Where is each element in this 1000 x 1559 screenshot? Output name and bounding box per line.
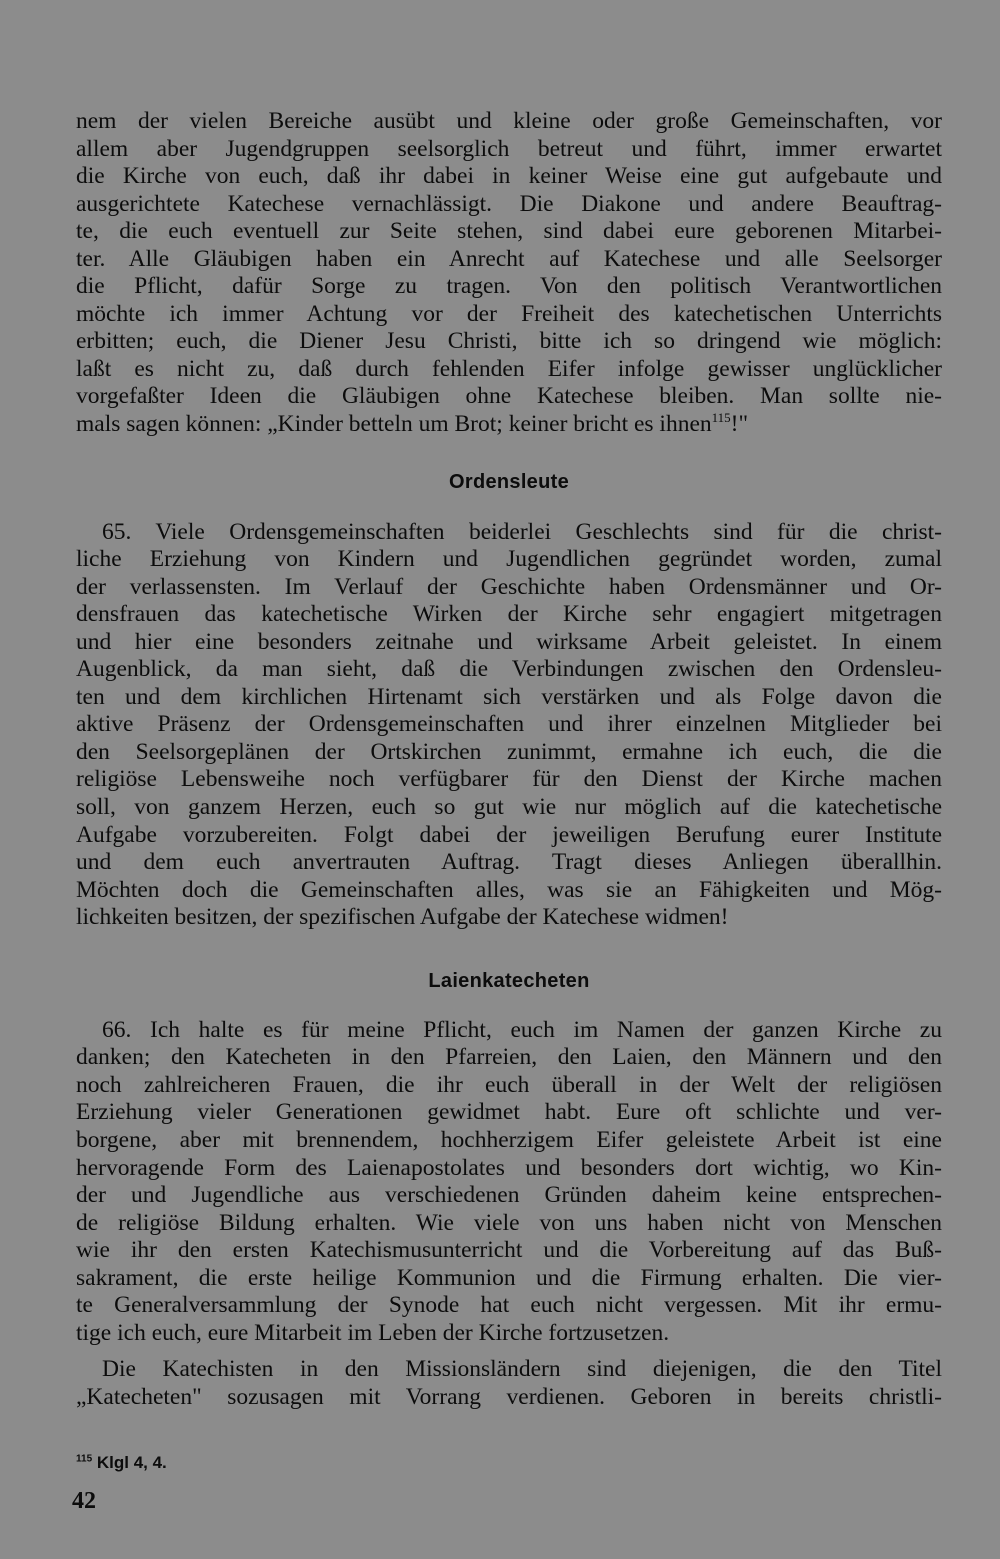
footnote-number: 115	[76, 1453, 93, 1465]
text-line: hervoragende Form des Laienapostolates und besonders dort wichtig, wo Kin-	[76, 1154, 942, 1181]
text-line: ter. Alle Gläubigen haben ein Anrecht auf Katechese und alle Seelsorger	[76, 245, 942, 272]
paragraph	[76, 1356, 942, 1411]
text-line: möchte ich immer Achtung vor der Freiheit des katechetischen Unterrichts	[76, 300, 942, 327]
text-line: 66. Ich halte es für meine Pflicht, euch im Namen der ganzen Kirche zu	[102, 1016, 942, 1043]
text-line: der und Jugendliche aus verschiedenen Gründen daheim keine entsprechen-	[76, 1182, 942, 1209]
text-line: Erziehung vieler Generationen gewidmet habt. Eure oft schlichte und ver-	[76, 1099, 942, 1126]
text-line: vorgefaßter Ideen die Gläubigen ohne Katechese bleiben. Man sollte nie-	[76, 383, 942, 410]
paragraph-gap	[76, 1347, 942, 1356]
text-line: densfrauen das katechetische Wirken der Kirche sehr engagiert mitgetragen	[76, 601, 942, 628]
text-line: 65. Viele Ordensgemeinschaften beiderlei Geschlechts sind für die christ-	[102, 518, 942, 545]
text-line-end: !"	[730, 411, 749, 438]
paragraph	[76, 1017, 942, 1348]
paragraph	[76, 519, 942, 932]
text-line: danken; den Katecheten in den Pfarreien, den Laien, den Männern und den	[76, 1044, 942, 1071]
footnote-text: Klgl 4, 4.	[96, 1453, 167, 1472]
text-line: te, die euch eventuell zur Seite stehen, sind dabei eure geborenen Mitarbei-	[76, 218, 942, 245]
section-heading-laienkatecheten: Laienkatecheten	[428, 969, 590, 992]
text-line: lichkeiten besitzen, der spezifischen Aufgabe der Katechese widmen!	[76, 904, 729, 931]
text-line: allem aber Jugendgruppen seelsorglich betreut und führt, immer erwartet	[76, 135, 942, 162]
text-line	[76, 411, 942, 439]
text-line: te Generalversammlung der Synode hat euch nicht vergessen. Mit ihr ermu-	[76, 1292, 942, 1319]
paragraph	[76, 108, 942, 439]
text-line: „Katecheten" sozusagen mit Vorrang verdienen. Geboren in bereits christli-	[76, 1383, 942, 1410]
text-line: die Kirche von euch, daß ihr dabei in keiner Weise eine gut aufgebaute und	[76, 163, 942, 190]
text-line: Die Katechisten in den Missionsländern sind diejenigen, die den Titel	[102, 1356, 942, 1383]
text-line: de religiöse Bildung erhalten. Wie viele von uns haben nicht von Menschen	[76, 1209, 942, 1236]
text-line: und hier eine besonders zeitnahe und wirksame Arbeit geleistet. In einem	[76, 628, 942, 655]
text-line: Möchten doch die Gemeinschaften alles, was sie an Fähigkeiten und Mög-	[76, 876, 942, 903]
text-line: erbitten; euch, die Diener Jesu Christi, bitte ich so dringend wie möglich:	[76, 328, 942, 355]
text-line: borgene, aber mit brennendem, hochherzigem Eifer geleistete Arbeit ist eine	[76, 1126, 942, 1153]
text-line: nem der vielen Bereiche ausübt und kleine oder große Gemeinschaften, vor	[76, 108, 942, 134]
text-line: die Pflicht, dafür Sorge zu tragen. Von den politisch Verantwortlichen	[76, 273, 942, 300]
text-line: soll, von ganzem Herzen, euch so gut wie nur möglich auf die katechetische	[76, 794, 942, 821]
text-line: Augenblick, da man sieht, daß die Verbindungen zwischen den Ordensleu-	[76, 656, 942, 683]
text-line: sakrament, die erste heilige Kommunion und die Firmung erhalten. Die vier-	[76, 1264, 942, 1291]
text-line: und dem euch anvertrauten Auftrag. Tragt dieses Anliegen überallhin.	[76, 849, 942, 876]
text-line: ten und dem kirchlichen Hirtenamt sich verstärken und als Folge davon die	[76, 683, 942, 710]
text-line-content: mals sagen können: „Kinder betteln um Brot; keiner bricht es ihnen	[76, 411, 712, 438]
text-line: tige ich euch, eure Mitarbeit im Leben der Kirche fortzusetzen.	[76, 1319, 670, 1346]
page-number: 42	[72, 1488, 96, 1514]
text-line: aktive Präsenz der Ordensgemeinschaften und ihrer einzelnen Mitglieder bei	[76, 711, 942, 738]
text-line: den Seelsorgeplänen der Ortskirchen zunimmt, ermahne ich euch, die die	[76, 738, 942, 765]
footnote	[76, 1453, 167, 1473]
section-heading-ordensleute: Ordensleute	[449, 470, 569, 493]
text-line: der verlassensten. Im Verlauf der Geschichte haben Ordensmänner und Or-	[76, 573, 942, 600]
text-line: Aufgabe vorzubereiten. Folgt dabei der jeweiligen Berufung eurer Institute	[76, 821, 942, 848]
text-line: wie ihr den ersten Katechismusunterricht und die Vorbereitung auf das Buß-	[76, 1237, 942, 1264]
footnote-reference: 115	[711, 410, 731, 426]
text-line: ausgerichtete Katechese vernachlässigt. Die Diakone und andere Beauftrag-	[76, 190, 942, 217]
text-line: noch zahlreicheren Frauen, die ihr euch überall in der Welt der religiösen	[76, 1071, 942, 1098]
text-line: laßt es nicht zu, daß durch fehlenden Eifer infolge gewisser unglücklicher	[76, 355, 942, 382]
page-body	[76, 108, 942, 1411]
text-line: religiöse Lebensweihe noch verfügbarer für den Dienst der Kirche machen	[76, 766, 942, 793]
text-line: liche Erziehung von Kindern und Jugendlichen gegründet worden, zumal	[76, 546, 942, 573]
